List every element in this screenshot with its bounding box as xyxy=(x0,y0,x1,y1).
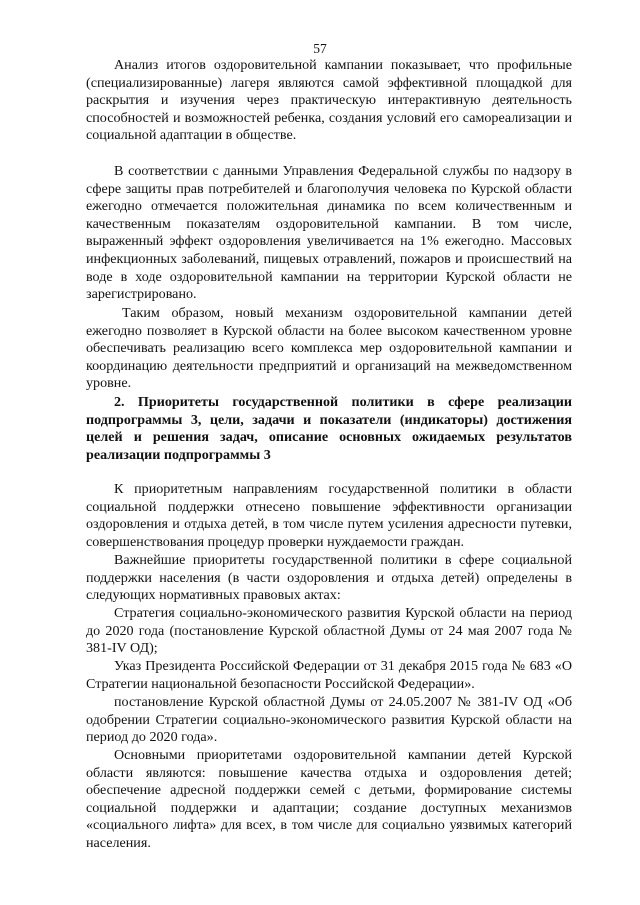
paragraph-conclusion: Таким образом, новый механизм оздоровительной кампании детей ежегодно позволяет в Курской области на более высоком качественном уровне обеспечивать реализацию всего комплекса мер оздоровительной кампании и координацию деятельности предприятий и организаций на межведомственном уровне. xyxy=(86,305,572,392)
paragraph-strategy: Стратегия социально-экономического развития Курской области на период до 2020 года (постановление Курской областной Думы от 24 мая 2007 года № 381-IV ОД); xyxy=(86,605,572,657)
paragraph-duma-resolution: постановление Курской областной Думы от 24.05.2007 № 381-IV ОД «Об одобрении Стратегии социально-экономического развития Курской области на период до 2020 года». xyxy=(86,694,572,746)
paragraph-key-priorities: Важнейшие приоритеты государственной политики в сфере социальной поддержки населения (в части оздоровления и отдыха детей) определены в следующих нормативных правовых актах: xyxy=(86,552,572,604)
section-heading: 2. Приоритеты государственной политики в сфере реализации подпрограммы 3, цели, задачи и показатели (индикаторы) достижения целей и решения задач, описание основных ожидаемых результатов реализации подпрограммы 3 xyxy=(86,394,572,463)
paragraph-priority-directions: К приоритетным направлениям государственной политики в области социальной поддержки отнесено повышение эффективности организации оздоровления и отдыха детей, в том числе путем усиления адресности путевки, совершенствования процедур проверки нуждаемости граждан. xyxy=(86,481,572,550)
paragraph-presidential-decree: Указ Президента Российской Федерации от 31 декабря 2015 года № 683 «О Стратегии национальной безопасности Российской Федерации». xyxy=(86,658,572,692)
page-number: 57 xyxy=(313,41,327,56)
paragraph-rospotrebnadzor: В соответствии с данными Управления Федеральной службы по надзору в сфере защиты прав потребителей и благополучия человека по Курской области ежегодно отмечается положительная динамика по всем количественным и качественным показателям оздоровительной кампании. В том числе, выраженный эффект оздоровления увеличивается на 1% ежегодно. Массовых инфекционных заболеваний, пищевых отравлений, пожаров и происшествий на воде в ходе оздоровительной кампании на территории Курской области не зарегистрировано. xyxy=(86,163,572,303)
paragraph-analysis: Анализ итогов оздоровительной кампании показывает, что профильные (специализированные) лагеря являются самой эффективной площадкой для раскрытия и изучения через практическую интерактивную деятельность способностей и возможностей ребенка, создания условий его самореализации и социальной адаптации в обществе. xyxy=(86,57,572,144)
paragraph-main-priorities: Основными приоритетами оздоровительной кампании детей Курской области являются: повышение качества отдыха и оздоровления детей; обеспечение адресной поддержки семей с детьми, формирование системы социальной поддержки и адаптации; создание доступных механизмов «социального лифта» для всех, в том числе для социально уязвимых категорий населения. xyxy=(86,747,572,851)
